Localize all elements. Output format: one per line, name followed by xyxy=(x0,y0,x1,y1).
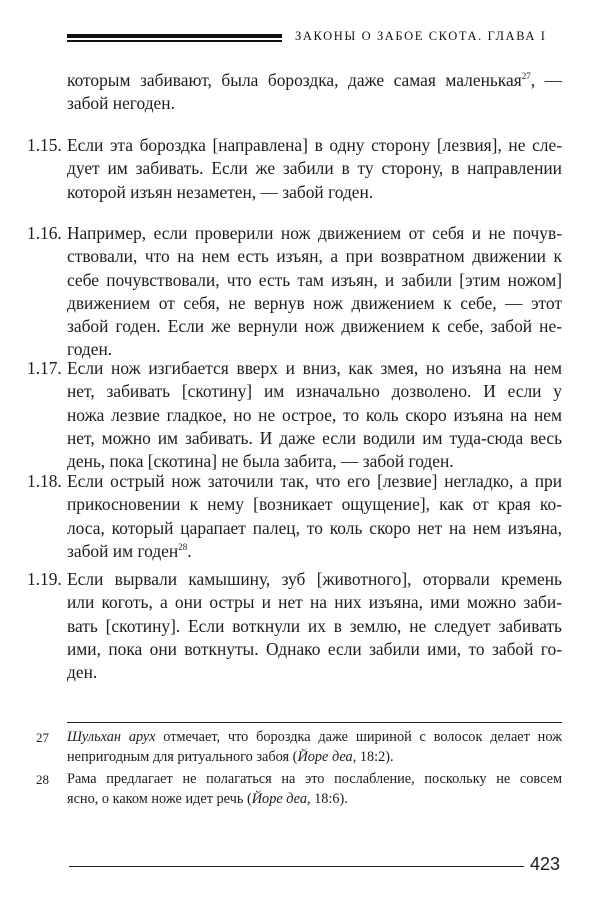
text-line: дует им забивать. Если же забили в ту сторону, в направлении xyxy=(67,158,562,179)
footnote-separator xyxy=(67,722,562,723)
text-line: нет, можно им забивать. И даже если водили им туда-сюда весь xyxy=(67,427,562,448)
text-line: Шульхан арух отмечает, что бороздка даже шириной с волосок делает нож xyxy=(67,729,563,745)
text-line: прикосновении к нему [возникает ощущение], как от края ко- xyxy=(67,494,562,515)
text-line: годен. xyxy=(67,339,113,360)
paragraph-number: 1.15. xyxy=(27,135,62,155)
text-line: ими, пока они воткнуты. Однако если забили ими, то забой го- xyxy=(67,638,562,659)
paragraph-1-17 xyxy=(27,357,562,473)
text-line: Например, если проверили нож движением от себя и не почув- xyxy=(67,223,562,243)
text-line: ден. xyxy=(67,662,98,683)
paragraph-1-18 xyxy=(27,470,562,563)
paragraph-body xyxy=(67,357,562,473)
paragraph-body xyxy=(67,222,562,362)
paragraph-number: 1.17. xyxy=(27,358,62,378)
header-rule-thin xyxy=(67,40,282,42)
text-line: которым забивают, была бороздка, даже самая маленькая$^{27}$, — xyxy=(67,70,562,90)
text-line: забой им годен$^{28}$. xyxy=(67,540,192,561)
paragraph-1-15 xyxy=(27,134,562,204)
text-line: или коготь, а они остры и нет на них изъяна, ими можно заби- xyxy=(67,592,562,613)
paragraph-body xyxy=(67,134,562,204)
text-line: забой годен. Если же вернули нож движением к себе, забой не- xyxy=(67,316,562,337)
footnote-number: 27 xyxy=(36,730,49,745)
text-line: ствовали, что на нем есть изъян, а при возвратном движении к xyxy=(67,246,562,267)
running-title: ЗАКОНЫ О ЗАБОЕ СКОТА. ГЛАВА I xyxy=(295,29,547,43)
page-number: 423 xyxy=(530,854,561,874)
text-line: непригодным для ритуального забоя (Йоре деа, 18:2). xyxy=(67,748,394,765)
text-line: движением от себя, не вернув нож движением к себе, — этот xyxy=(67,292,562,313)
paragraph-body xyxy=(67,568,562,684)
continued-paragraph xyxy=(67,69,562,116)
text-line: Рама предлагает не полагаться на это послабление, поскольку не совсем xyxy=(67,771,562,787)
text-line: лоса, который царапает палец, то коль скоро нет на нем изъяна, xyxy=(67,517,562,538)
footnote-body xyxy=(67,770,562,809)
paragraph-1-19 xyxy=(27,568,562,684)
paragraph-body xyxy=(67,470,562,563)
footer-rule xyxy=(69,866,524,867)
text-line: нет, забивать [скотину] им изначально дозволено. И если у xyxy=(67,381,562,402)
paragraph-number: 1.18. xyxy=(27,471,62,491)
text-line: Если острый нож заточили так, что его [лезвие] негладко, а при xyxy=(67,471,562,491)
paragraph-number: 1.19. xyxy=(27,569,62,589)
paragraph-1-16 xyxy=(27,222,562,362)
footnote-ref-28[interactable]: 28 xyxy=(178,541,188,552)
text-line: Если эта бороздка [направлена] в одну сторону [лезвия], не сле- xyxy=(67,135,562,155)
text-line: день, пока [скотина] не была забита, — забой годен. xyxy=(67,451,454,472)
footnote-27 xyxy=(36,728,562,767)
text-line: которой изъян незаметен, — забой годен. xyxy=(67,181,374,202)
footnote-body xyxy=(67,728,562,767)
text-line: вать [скотину]. Если воткнули их в землю, не следует забивать xyxy=(67,615,562,636)
text-line: Если нож изгибается вверх и вниз, как змея, но изъяна на нем xyxy=(67,358,562,378)
text-line: ясно, о каком ноже идет речь (Йоре деа, 18:6). xyxy=(67,790,348,807)
text-line: забой негоден. xyxy=(67,93,175,114)
footnote-ref-27[interactable]: 27 xyxy=(521,71,531,81)
footnote-28 xyxy=(36,770,562,809)
text-line: ножа лезвие гладкое, но не острое, то коль скоро изъяна на нем xyxy=(67,404,562,425)
text-line: Если вырвали камышину, зуб [животного], оторвали кремень xyxy=(67,569,562,589)
running-header xyxy=(67,29,560,45)
text-line: себе почувствовали, что есть там изъян, и забили [этим ножом] xyxy=(67,269,562,290)
paragraph-number: 1.16. xyxy=(27,223,62,243)
footnote-number: 28 xyxy=(36,772,49,787)
header-rule-thick xyxy=(67,34,282,38)
